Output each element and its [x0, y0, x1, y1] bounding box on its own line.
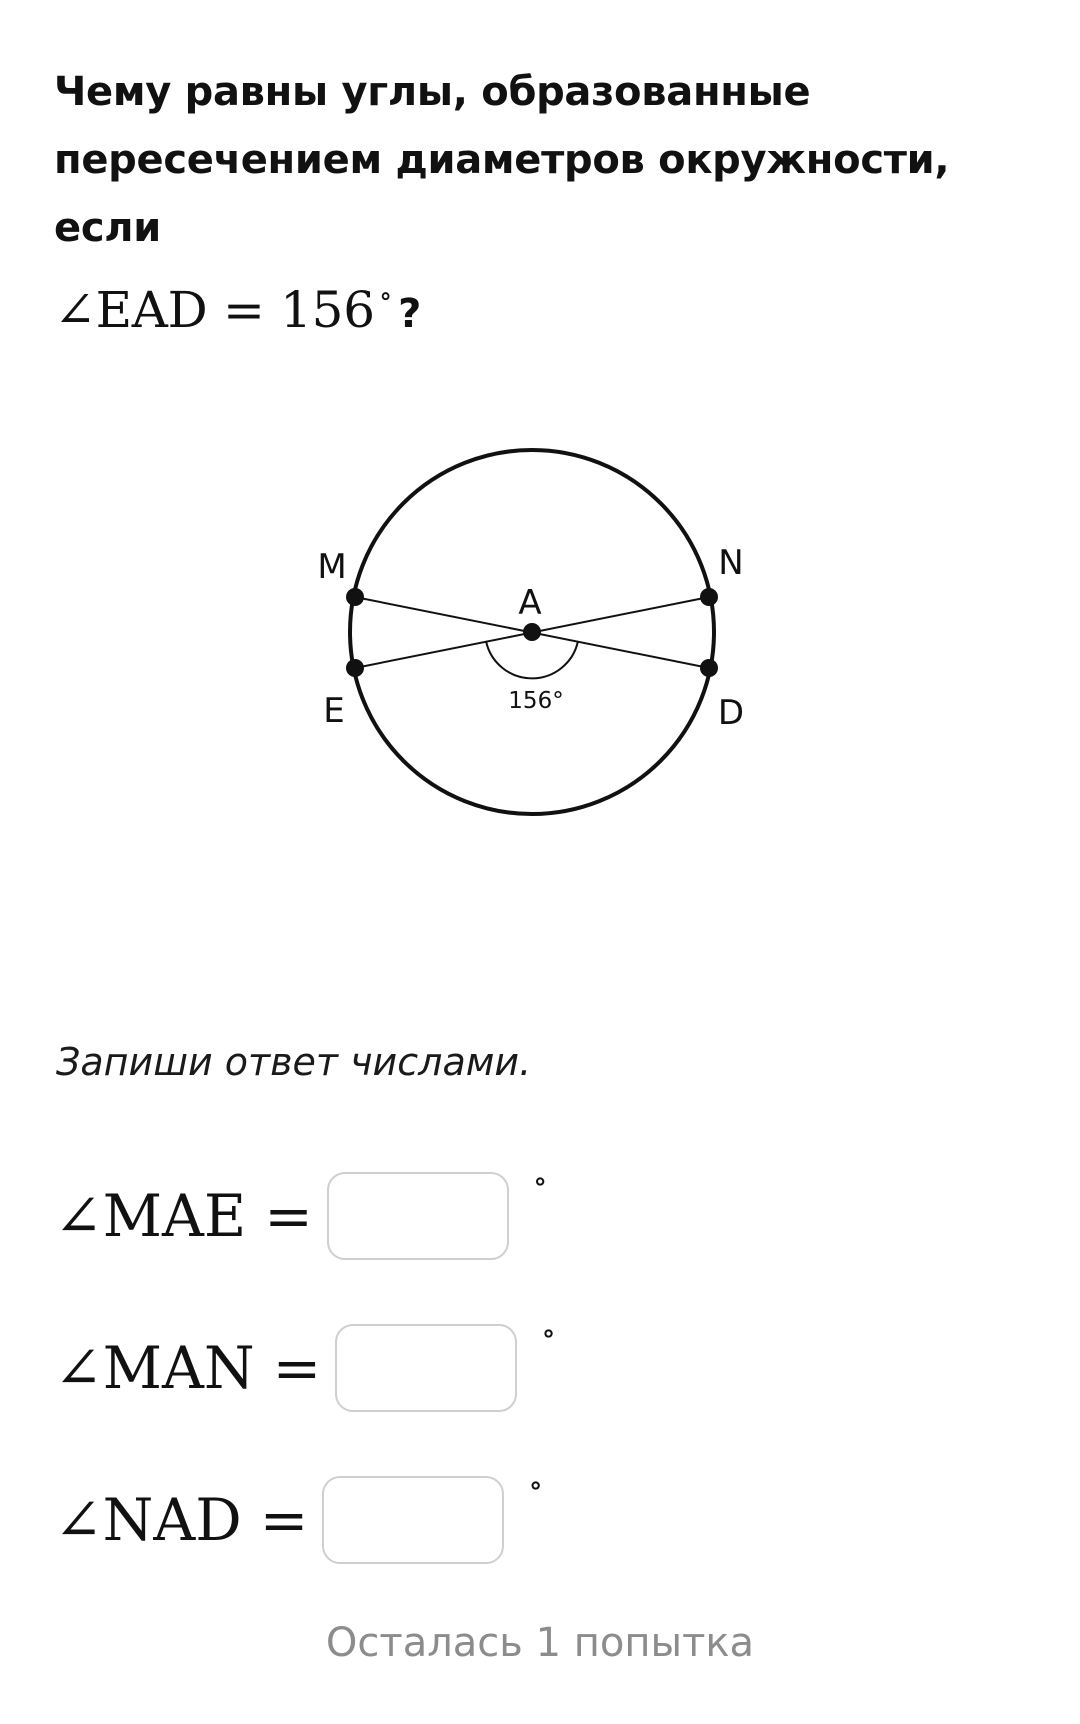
answer-label-nad: ∠NAD	[54, 1486, 242, 1554]
point-d	[700, 659, 718, 677]
label-d: D	[717, 693, 745, 733]
question-prompt: Чему равны углы, образованные пересечением диаметров окружности, если	[54, 69, 950, 251]
equals-sign: =	[272, 1334, 322, 1402]
answer-row-nad	[54, 1468, 544, 1568]
answer-row-man	[54, 1316, 556, 1416]
point-n	[700, 588, 718, 606]
answer-input-nad[interactable]	[322, 1476, 504, 1564]
angle-arc	[486, 641, 578, 678]
answer-row-mae	[54, 1164, 548, 1264]
angle-value-label: 156°	[508, 688, 564, 714]
label-n: N	[718, 543, 744, 583]
equals-sign: =	[264, 1182, 313, 1250]
degree-unit: ∘	[541, 1316, 556, 1351]
answer-input-mae[interactable]	[327, 1172, 509, 1260]
point-e	[346, 659, 364, 677]
label-m: M	[317, 547, 347, 587]
label-e: E	[323, 691, 345, 731]
instruction-text: Запиши ответ числами.	[56, 1040, 532, 1084]
attempts-remaining: Осталась 1 попытка	[325, 1620, 755, 1666]
label-a: A	[518, 583, 542, 623]
degree-unit: ∘	[532, 1164, 548, 1199]
answer-label-man: ∠MAN	[54, 1334, 255, 1402]
question-mark: ?	[398, 291, 422, 337]
point-m	[346, 588, 364, 606]
point-a	[523, 623, 541, 641]
answer-input-man[interactable]	[335, 1324, 517, 1412]
degree-unit: ∘	[528, 1468, 544, 1503]
answer-label-mae: ∠MAE	[54, 1182, 247, 1250]
degree-symbol: ∘	[378, 279, 393, 312]
equals-sign: =	[259, 1486, 309, 1554]
angle-eq-text: ∠EAD = 156	[54, 281, 375, 339]
